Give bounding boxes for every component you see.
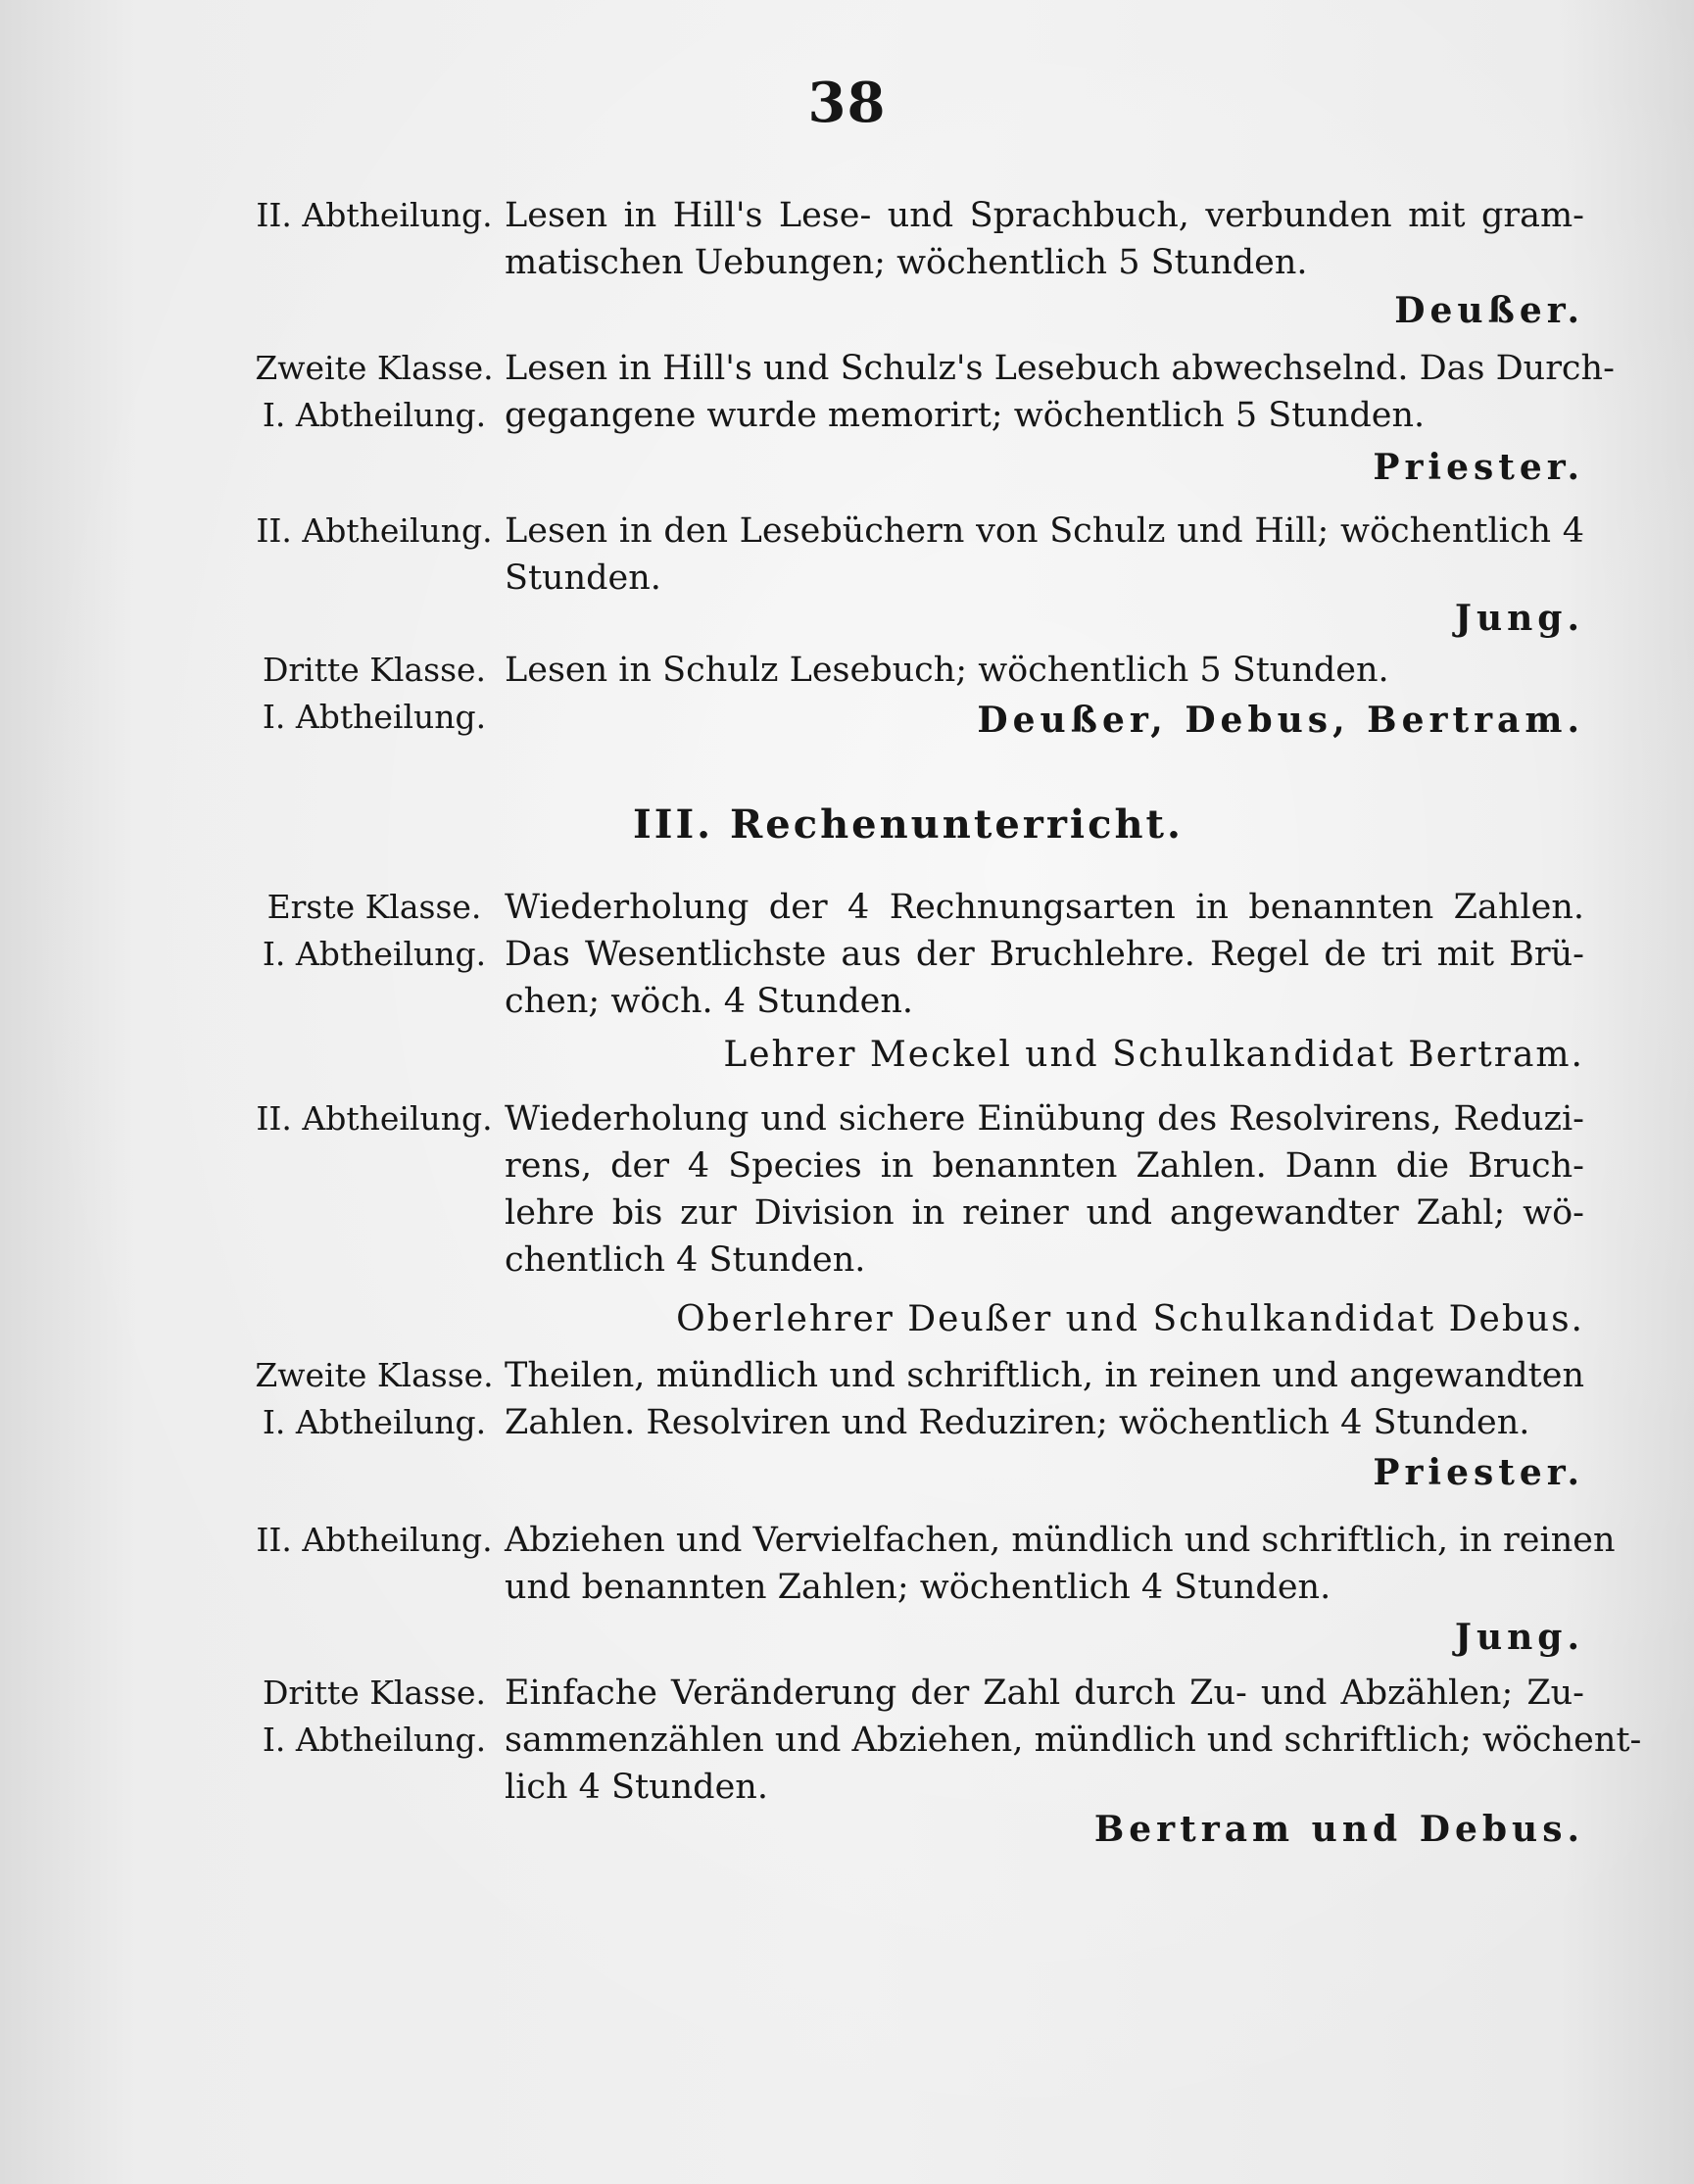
teacher-name: Priester. (1373, 1452, 1584, 1493)
description-line: Das Wesentlichste aus der Bruchlehre. Regel de tri mit Brü- (505, 935, 1584, 974)
description-line: Theilen, mündlich und schriftlich, in reinen und angewandten (505, 1356, 1584, 1395)
lesson-description (505, 1352, 1584, 1446)
class-label-line: II. Abtheilung. (256, 511, 493, 550)
class-label-line: I. Abtheilung. (262, 1721, 487, 1759)
teacher-name: Priester. (1373, 447, 1584, 488)
teacher-name: Deußer. (1394, 290, 1584, 331)
class-label (232, 1352, 516, 1446)
class-label (232, 192, 516, 239)
class-label (232, 508, 516, 555)
class-label (232, 345, 516, 439)
class-label-line: Dritte Klasse. (262, 651, 487, 689)
class-label (232, 1517, 516, 1564)
teacher-name: Lehrer Meckel und Schulkandidat Bertram. (723, 1035, 1584, 1075)
description-line: und benannten Zahlen; wöchentlich 4 Stunden. (505, 1568, 1331, 1607)
description-line: Lesen in Hill's und Schulz's Lesebuch abwechselnd. Das Durch- (505, 349, 1615, 388)
lesson-description (505, 884, 1584, 1025)
class-label (232, 1670, 516, 1764)
teacher-name: Jung. (1454, 598, 1584, 639)
lesson-description (505, 1670, 1642, 1811)
description-line: sammenzählen und Abziehen, mündlich und schriftlich; wöchent- (505, 1721, 1642, 1760)
description-line: lehre bis zur Division in reiner und angewandter Zahl; wö- (505, 1193, 1584, 1233)
description-line: rens, der 4 Species in benannten Zahlen. Dann die Bruch- (505, 1146, 1584, 1186)
class-label-line: I. Abtheilung. (262, 698, 487, 736)
description-line: Stunden. (505, 558, 661, 598)
description-line: Wiederholung der 4 Rechnungsarten in benannten Zahlen. (505, 888, 1584, 927)
class-label-line: I. Abtheilung. (262, 1403, 487, 1441)
description-line: Lesen in Schulz Lesebuch; wöchentlich 5 Stunden. (505, 651, 1389, 690)
class-label-line: II. Abtheilung. (256, 196, 493, 234)
description-line: gegangene wurde memorirt; wöchentlich 5 Stunden. (505, 396, 1426, 435)
teacher-name: Oberlehrer Deußer und Schulkandidat Debus. (676, 1299, 1584, 1339)
lesson-description (505, 1517, 1616, 1611)
class-label-line: Erste Klasse. (266, 888, 482, 926)
description-line: Lesen in Hill's Lese- und Sprachbuch, verbunden mit gram- (505, 196, 1584, 235)
description-line: chentlich 4 Stunden. (505, 1240, 866, 1280)
description-line: matischen Uebungen; wöchentlich 5 Stunden. (505, 243, 1308, 282)
teacher-name: Deußer, Debus, Bertram. (977, 700, 1584, 741)
lesson-description (505, 345, 1615, 439)
description-line: lich 4 Stunden. (505, 1768, 768, 1807)
section-heading: III. Rechenunterricht. (633, 801, 1184, 848)
page-number: 38 (807, 71, 887, 135)
class-label-line: Zweite Klasse. (255, 1356, 494, 1394)
class-label-line: I. Abtheilung. (262, 396, 487, 434)
lesson-description (505, 508, 1584, 602)
teacher-name: Bertram und Debus. (1093, 1809, 1584, 1850)
lesson-description (505, 1095, 1584, 1284)
class-label-line: Zweite Klasse. (255, 349, 494, 387)
class-label (232, 884, 516, 978)
class-label (232, 647, 516, 741)
teacher-name: Jung. (1454, 1617, 1584, 1658)
description-line: Abziehen und Vervielfachen, mündlich und schriftlich, in reinen (505, 1521, 1616, 1560)
lesson-description (505, 192, 1584, 286)
class-label-line: Dritte Klasse. (262, 1674, 487, 1712)
description-line: Lesen in den Lesebüchern von Schulz und Hill; wöchentlich 4 (505, 511, 1584, 551)
class-label-line: II. Abtheilung. (256, 1099, 493, 1138)
class-label-line: I. Abtheilung. (262, 935, 487, 973)
class-label (232, 1095, 516, 1142)
class-label-line: II. Abtheilung. (256, 1521, 493, 1559)
description-line: Wiederholung und sichere Einübung des Resolvirens, Reduzi- (505, 1099, 1584, 1139)
lesson-description (505, 647, 1584, 694)
description-line: chen; wöch. 4 Stunden. (505, 982, 914, 1021)
description-line: Zahlen. Resolviren und Reduziren; wöchentlich 4 Stunden. (505, 1403, 1530, 1442)
description-line: Einfache Veränderung der Zahl durch Zu- und Abzählen; Zu- (505, 1674, 1584, 1713)
